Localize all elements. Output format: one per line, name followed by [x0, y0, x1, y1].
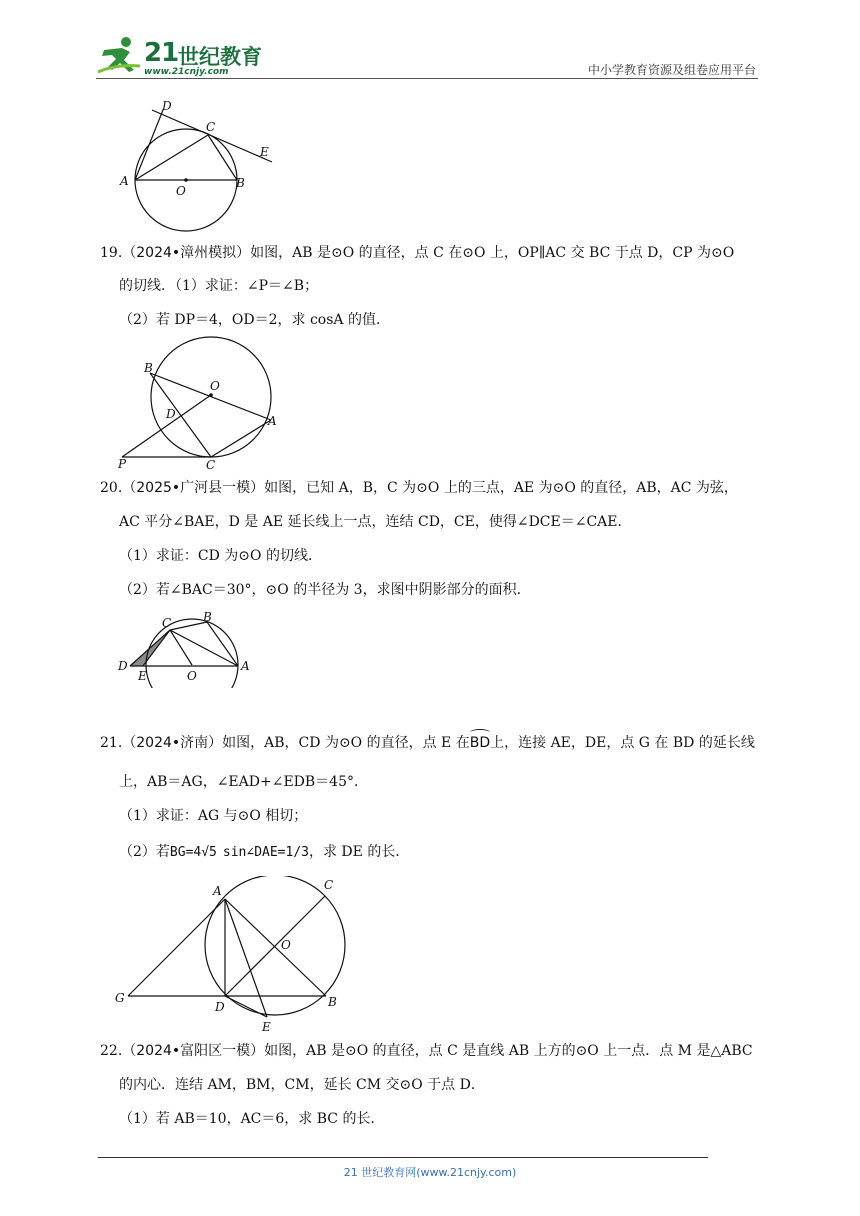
question-source: （2024•济南） [122, 735, 223, 751]
page-header [0, 0, 860, 82]
question-21-part1: （1）求证：AG 与⊙O 相切； [119, 808, 308, 824]
figure-q21 [110, 876, 360, 1036]
arc-bd [470, 735, 490, 751]
question-line: 如图，AB 是⊙O 的直径，点 C 在⊙O 上，OP∥AC 交 BC 于点 D，CP 为⊙O [250, 245, 735, 261]
label-B: B [144, 361, 153, 375]
question-source: （2024•漳州模拟） [122, 245, 251, 261]
question-line: 如图，AB，CD 为⊙O 的直径，点 E 在 [222, 735, 470, 751]
label-B: B [203, 610, 212, 624]
question-number: 22. [100, 1043, 123, 1059]
label-P: P [118, 457, 127, 471]
label-D: D [166, 407, 176, 421]
question-19-line2: 的切线．（1）求证：∠P＝∠B； [119, 278, 319, 294]
figure-q20 [110, 608, 260, 688]
question-21 [100, 733, 760, 753]
question-source: （2025•广河县一模） [122, 480, 265, 496]
question-line: 如图，已知 A，B，C 为⊙O 上的三点，AE 为⊙O 的直径，AB，AC 为弦， [264, 480, 738, 496]
label-E: E [262, 1020, 271, 1034]
label-E: E [138, 669, 147, 683]
label-B: B [328, 995, 337, 1009]
label-C: C [206, 120, 216, 134]
question-20-part2: （2）若∠BAC＝30°，⊙O 的半径为 3，求图中阴影部分的面积． [119, 582, 531, 598]
logo-url: www.21cnjy.com [144, 67, 229, 77]
label-E: E [260, 145, 269, 159]
label-G: G [115, 991, 125, 1005]
label-O: O [187, 669, 197, 683]
question-line: 上，连接 AE，DE，点 G 在 BD 的延长线 [490, 735, 755, 751]
question-20 [100, 478, 760, 498]
question-21-line2: 上，AB＝AG，∠EAD+∠EDB＝45°． [119, 774, 368, 790]
label-A: A [268, 414, 277, 428]
logo-number: 21 [144, 38, 179, 68]
arc-mark [470, 729, 490, 736]
question-number: 20. [100, 480, 123, 496]
label-O: O [210, 379, 220, 393]
platform-title: 中小学教育资源及组卷应用平台 [587, 63, 756, 77]
question-21-part2 [100, 842, 779, 863]
equation-bg: BG=4√5 [169, 845, 217, 860]
label-D: D [118, 659, 128, 673]
label-B: B [236, 176, 245, 190]
equation-sin: sin∠DAE=1/3 [222, 845, 309, 860]
label-D: D [162, 99, 172, 113]
question-22 [100, 1041, 760, 1061]
question-20-part1: （1）求证：CD 为⊙O 的切线． [119, 548, 322, 564]
text-if: （2）若 [119, 844, 170, 860]
question-22-part1: （1）若 AB＝10，AC＝6，求 BC 的长． [119, 1111, 385, 1127]
question-line: 如图，AB 是⊙O 的直径，点 C 是直线 AB 上方的⊙O 上一点．点 M 是△ABC [264, 1043, 753, 1059]
label-C: C [206, 458, 216, 472]
logo-name: 世纪教育 [178, 45, 262, 69]
figure-q19 [110, 332, 290, 474]
question-number: 21. [100, 735, 123, 751]
question-22-line2: 的内心．连结 AM，BM，CM，延长 CM 交⊙O 于点 D． [119, 1077, 485, 1093]
question-19 [100, 243, 760, 263]
label-O: O [176, 184, 186, 198]
header-divider [96, 78, 758, 79]
label-A: A [241, 659, 250, 673]
question-19-part2: （2）若 DP＝4，OD＝2，求 cosA 的值． [119, 312, 390, 328]
arc-label: BD [469, 735, 491, 751]
label-O: O [281, 938, 291, 952]
label-C: C [162, 616, 172, 630]
label-A: A [213, 884, 222, 898]
question-source: （2024•富阳区一模） [122, 1043, 265, 1059]
runner-logo-icon [96, 36, 144, 76]
figure-q18 [110, 95, 290, 235]
site-logo[interactable] [96, 36, 266, 80]
label-C: C [324, 878, 334, 892]
footer-link[interactable]: 21 世纪教育网(www.21cnjy.com) [343, 1166, 517, 1179]
question-number: 19. [100, 245, 123, 261]
footer-divider [98, 1157, 708, 1158]
label-D: D [215, 1000, 225, 1014]
label-A: A [120, 174, 129, 188]
text-find-de: ，求 DE 的长． [308, 844, 410, 860]
question-20-line2: AC 平分∠BAE，D 是 AE 延长线上一点，连结 CD，CE，使得∠DCE＝∠CAE． [119, 514, 632, 530]
